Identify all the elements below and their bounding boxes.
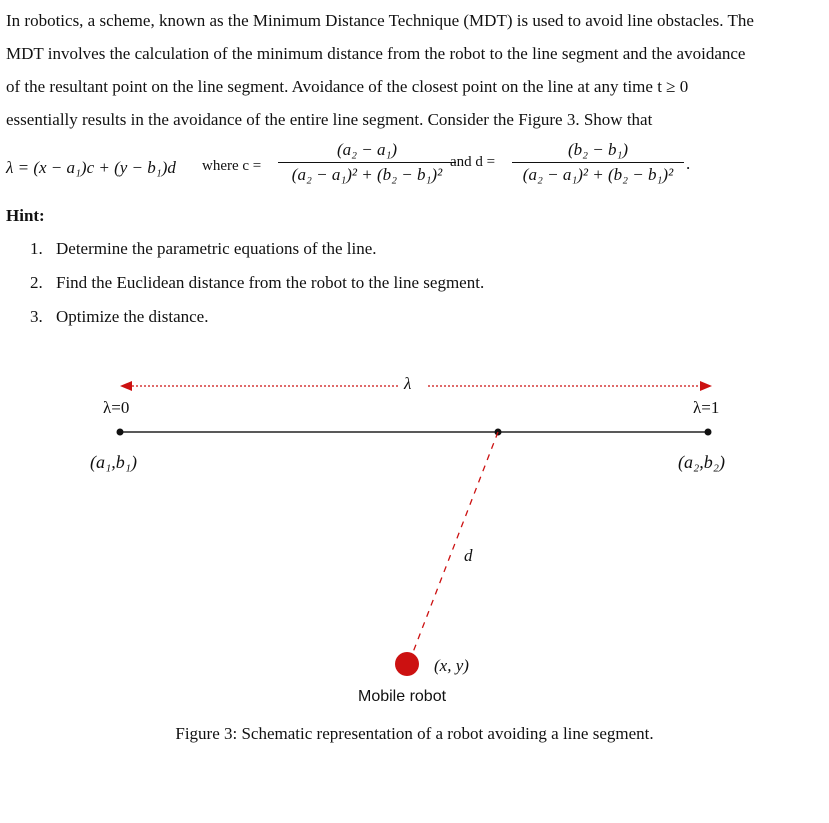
hint-step: 2. Find the Euclidean distance from the robot to the line segment.	[30, 273, 485, 292]
hint-step: 3. Optimize the distance.	[30, 307, 209, 326]
distance-line	[410, 432, 498, 660]
distance-label: d	[464, 546, 473, 565]
figure-caption: Figure 3: Schematic representation of a robot avoiding a line segment.	[175, 724, 654, 743]
where-text: where c =	[202, 158, 262, 174]
lambda-end-label: λ=1	[693, 398, 720, 417]
lambda-expression: λ = (x − a₁)c + (y − b₁)d	[6, 158, 176, 177]
endpoint-b	[705, 429, 712, 436]
d-numerator: (b₂ − b₁)	[512, 140, 684, 163]
paragraph-line-3: of the resultant point on the line segment. Avoidance of the closest point on the line at any time t ≥ 0	[6, 77, 689, 96]
c-denominator: (a₂ − a₁)² + (b₂ − b₁)²	[291, 165, 443, 184]
arrow-left-head	[120, 381, 132, 391]
paragraph-line-2: MDT involves the calculation of the minimum distance from the robot to the line segment and the avoidance	[6, 44, 746, 63]
endpoint-a	[117, 429, 124, 436]
hint-step: 1. Determine the parametric equations of the line.	[30, 239, 377, 258]
lambda-arrow-label: λ	[404, 374, 412, 393]
paragraph-line-1: In robotics, a scheme, known as the Minimum Distance Technique (MDT) is used to avoid line obstacles. The	[6, 11, 754, 30]
d-denominator: (a₂ − a₁)² + (b₂ − b₁)²	[522, 165, 674, 184]
point-b-label: (a₂,b₂)	[678, 452, 726, 472]
robot-coords-label: (x, y)	[434, 656, 469, 675]
c-numerator: (a₂ − a₁)	[278, 140, 456, 163]
arrow-right-head	[700, 381, 712, 391]
point-a-label: (a₁,b₁)	[90, 452, 138, 472]
lambda-start-label: λ=0	[103, 398, 130, 417]
equation-period: .	[686, 154, 691, 173]
hint-title: Hint:	[6, 206, 45, 225]
robot-label: Mobile robot	[358, 688, 447, 705]
paragraph-line-4: essentially results in the avoidance of the entire line segment. Consider the Figure 3. Show that	[6, 110, 653, 129]
robot-dot	[395, 652, 419, 676]
and-text: and d =	[450, 154, 496, 170]
